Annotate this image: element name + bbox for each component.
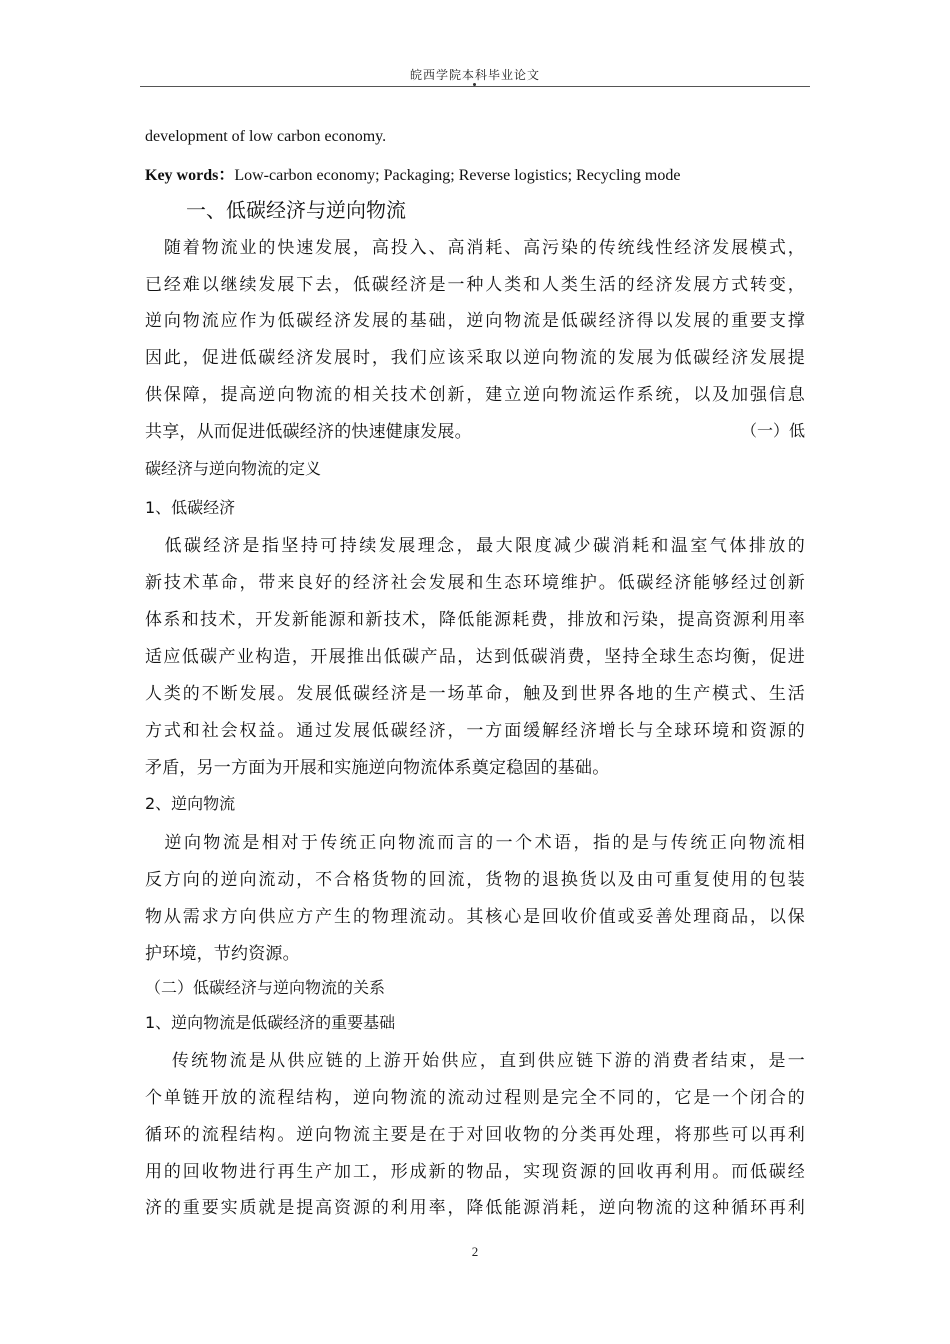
paragraph-line: 因此，促进低碳经济发展时，我们应该采取以逆向物流的发展为低碳经济发展提 xyxy=(145,348,805,368)
paragraph-line: 体系和技术，开发新能源和新技术，降低能源耗费，排放和污染，提高资源利用率 xyxy=(145,610,805,630)
paragraph-line: 适应低碳产业构造，开展推出低碳产品，达到低碳消费，坚持全球生态均衡，促进 xyxy=(145,647,805,667)
paragraph-line: 方式和社会权益。通过发展低碳经济，一方面缓解经济增长与全球环境和资源的 xyxy=(145,721,805,741)
abstract-tail: development of low carbon economy. xyxy=(145,128,387,145)
paragraph-line: 随着物流业的快速发展，高投入、高消耗、高污染的传统线性经济发展模式， xyxy=(145,238,805,258)
running-header: 皖西学院本科毕业论文 xyxy=(409,68,540,82)
paragraph-line: 人类的不断发展。发展低碳经济是一场革命，触及到世界各地的生产模式、生活 xyxy=(145,684,805,704)
item-heading: 2、逆向物流 xyxy=(145,794,236,813)
paragraph-line: 用的回收物进行再生产加工，形成新的物品，实现资源的回收再利用。而低碳经 xyxy=(145,1162,805,1182)
keywords-label: Key words： xyxy=(145,167,235,184)
paragraph-line: 低碳经济是指坚持可持续发展理念，最大限度减少碳消耗和温室气体排放的 xyxy=(145,536,805,556)
paragraph-line: 物从需求方向供应方产生的物理流动。其核心是回收价值或妥善处理商品，以保 xyxy=(145,907,805,927)
paragraph-line: 循环的流程结构。逆向物流主要是在于对回收物的分类再处理，将那些可以再利 xyxy=(145,1125,805,1145)
subsection-heading-part: （一）低 xyxy=(740,421,805,440)
paragraph-line: 逆向物流应作为低碳经济发展的基础，逆向物流是低碳经济得以发展的重要支撑 xyxy=(145,311,805,331)
paragraph-line: 新技术革命，带来良好的经济社会发展和生态环境维护。低碳经济能够经过创新 xyxy=(145,573,805,593)
item-heading: 1、逆向物流是低碳经济的重要基础 xyxy=(145,1013,396,1032)
paragraph-line: 个单链开放的流程结构，逆向物流的流动过程则是完全不同的，它是一个闭合的 xyxy=(145,1088,805,1108)
paragraph-line: 传统物流是从供应链的上游开始供应，直到供应链下游的消费者结束，是一 xyxy=(145,1051,805,1071)
paragraph-line: 供保障，提高逆向物流的相关技术创新，建立逆向物流运作系统，以及加强信息 xyxy=(145,385,805,405)
paragraph-line: 反方向的逆向流动，不合格货物的回流，货物的退换货以及由可重复使用的包装 xyxy=(145,870,805,890)
subsection-heading: （二）低碳经济与逆向物流的关系 xyxy=(145,978,386,997)
subsection-heading: 碳经济与逆向物流的定义 xyxy=(145,459,322,478)
keywords-text: Low-carbon economy; Packaging; Reverse logistics; Recycling mode xyxy=(234,167,681,184)
header-dot xyxy=(473,83,476,86)
paragraph-line: 共享，从而促进低碳经济的快速健康发展。 xyxy=(145,422,472,442)
header-rule xyxy=(140,86,810,87)
paragraph-line: 矛盾，另一方面为开展和实施逆向物流体系奠定稳固的基础。 xyxy=(145,758,610,778)
item-heading: 1、低碳经济 xyxy=(145,498,236,517)
paragraph-line: 济的重要实质就是提高资源的利用率，降低能源消耗，逆向物流的这种循环再利 xyxy=(145,1198,805,1218)
page-number: 2 xyxy=(471,1244,479,1259)
paragraph-line: 逆向物流是相对于传统正向物流而言的一个术语，指的是与传统正向物流相 xyxy=(145,833,805,853)
section-heading: 一、低碳经济与逆向物流 xyxy=(186,198,406,222)
keywords-line xyxy=(145,162,680,185)
paragraph-line: 护环境，节约资源。 xyxy=(145,944,300,964)
paragraph-line: 已经难以继续发展下去，低碳经济是一种人类和人类生活的经济发展方式转变， xyxy=(145,275,805,295)
